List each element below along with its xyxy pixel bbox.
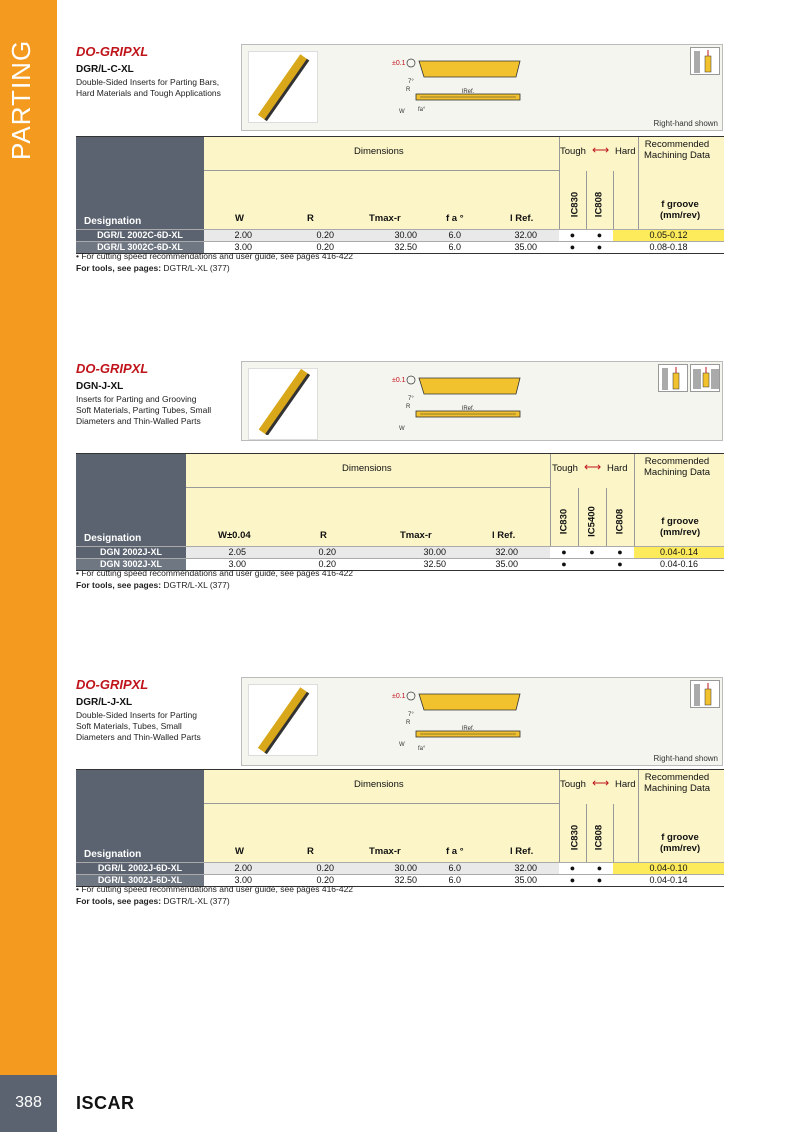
dimensions-table [76, 453, 724, 571]
svg-text:lRef.: lRef. [462, 89, 475, 95]
grade-ic830: IC830 [569, 191, 581, 218]
application-icon [690, 47, 720, 75]
footer-brand: ISCAR [76, 1093, 135, 1113]
right-hand-note: Right-hand shown [653, 119, 718, 128]
svg-text:W: W [399, 742, 405, 748]
side-tab-title: PARTING [6, 39, 36, 160]
svg-text:R: R [406, 87, 411, 93]
grade-ic830: IC830 [569, 824, 581, 851]
table-row: DGR/L 2002J-6D-XL 2.00 0.20 30.00 6.0 32.00 ● ● 0.04-0.10 [76, 862, 724, 874]
recommended-header: Recommended Machining Data [644, 772, 711, 794]
row-designation: DGR/L 3002C-6D-XL [76, 242, 204, 253]
table-row: DGN 2002J-XL 2.05 0.20 30.00 32.00 ● ● ● 0.04-0.14 [76, 546, 724, 558]
speed-note: • For cutting speed recommendations and user guide, see pages 416-422 [76, 568, 354, 578]
hard-label: Hard [615, 779, 636, 790]
tools-note: For tools, see pages: DGTR/L-XL (377) [76, 896, 230, 906]
col-w: W [235, 846, 244, 857]
col-tmax: Tmax-r [400, 530, 432, 541]
dimensions-table [76, 769, 724, 887]
svg-text:R: R [406, 404, 411, 410]
col-w: W [235, 213, 244, 224]
hard-label: Hard [607, 463, 628, 474]
insert-drawing [392, 680, 532, 752]
application-icon [658, 364, 688, 392]
svg-text:W: W [399, 426, 405, 432]
tools-note: For tools, see pages: DGTR/L-XL (377) [76, 263, 230, 273]
application-icon [690, 364, 720, 392]
product-description: Double-Sided Inserts for Parting Bars, Hard Materials and Tough Applications [76, 77, 221, 98]
svg-text:7°: 7° [408, 712, 414, 718]
do-grip-logo [76, 361, 158, 375]
col-r: R [307, 846, 314, 857]
tough-hard-arrow-icon: ⟷ [584, 460, 602, 474]
svg-text:DO-GRIPXL: DO-GRIPXL [76, 677, 149, 691]
recommended-header: Recommended Machining Data [644, 456, 711, 478]
svg-text:±0.1: ±0.1 [392, 693, 406, 700]
product-code: DGR/L-C-XL [76, 64, 134, 75]
illustration-frame [241, 44, 723, 131]
insert-photo [248, 51, 318, 123]
insert-photo [248, 368, 318, 440]
grade-ic808: IC808 [593, 824, 605, 851]
table-header [76, 454, 724, 546]
tough-hard-arrow-icon: ⟷ [592, 143, 610, 157]
row-designation: DGN 3002J-XL [76, 559, 186, 570]
dimensions-table [76, 136, 724, 254]
dimensions-header: Dimensions [354, 779, 404, 790]
col-tmax: Tmax-r [369, 213, 401, 224]
tough-label: Tough [560, 779, 586, 790]
grade-ic808: IC808 [593, 191, 605, 218]
row-designation: DGR/L 2002J-6D-XL [76, 863, 204, 874]
col-lref: l Ref. [492, 530, 516, 541]
table-row: DGR/L 3002C-6D-XL 3.00 0.20 32.50 6.0 35.00 ● ● 0.08-0.18 [76, 241, 724, 253]
col-fa: f a ° [446, 846, 464, 857]
table-row: DGR/L 3002J-6D-XL 3.00 0.20 32.50 6.0 35.00 ● ● 0.04-0.14 [76, 874, 724, 886]
svg-text:fa°: fa° [418, 107, 426, 113]
tough-label: Tough [560, 146, 586, 157]
grade-ic830: IC830 [558, 508, 570, 535]
row-designation: DGN 2002J-XL [76, 547, 186, 558]
application-icon [690, 680, 720, 708]
row-designation: DGR/L 2002C-6D-XL [76, 230, 204, 241]
do-grip-logo [76, 677, 158, 691]
svg-text:fa°: fa° [418, 746, 426, 752]
speed-note: • For cutting speed recommendations and user guide, see pages 416-422 [76, 251, 354, 261]
svg-text:R: R [406, 720, 411, 726]
col-r: R [307, 213, 314, 224]
recommended-header: Recommended Machining Data [644, 139, 711, 161]
svg-text:lRef.: lRef. [462, 406, 475, 412]
page-number: 388 [15, 1094, 42, 1111]
speed-note: • For cutting speed recommendations and user guide, see pages 416-422 [76, 884, 354, 894]
designation-header: Designation [84, 533, 142, 544]
tough-label: Tough [552, 463, 578, 474]
svg-text:±0.1: ±0.1 [392, 60, 406, 67]
f-groove-header: f groove (mm/rev) [660, 516, 701, 538]
f-groove-header: f groove (mm/rev) [660, 832, 701, 854]
designation-header: Designation [84, 849, 142, 860]
hard-label: Hard [615, 146, 636, 157]
tough-hard-arrow-icon: ⟷ [592, 776, 610, 790]
dimensions-header: Dimensions [342, 463, 392, 474]
table-row: DGR/L 2002C-6D-XL 2.00 0.20 30.00 6.0 32.00 ● ● 0.05-0.12 [76, 229, 724, 241]
table-header [76, 770, 724, 862]
col-fa: f a ° [446, 213, 464, 224]
table-row: DGN 3002J-XL 3.00 0.20 32.50 35.00 ● ● 0.04-0.16 [76, 558, 724, 570]
insert-drawing [392, 47, 532, 119]
col-w: W±0.04 [218, 530, 251, 541]
svg-text:W: W [399, 109, 405, 115]
product-code: DGN-J-XL [76, 381, 124, 392]
product-description: Double-Sided Inserts for Parting Soft Materials, Tubes, Small Diameters and Thin-Walled Parts [76, 710, 201, 742]
svg-text:7°: 7° [408, 79, 414, 85]
svg-text:DO-GRIPXL: DO-GRIPXL [76, 44, 149, 58]
table-header [76, 137, 724, 229]
svg-text:lRef.: lRef. [462, 726, 475, 732]
designation-header: Designation [84, 216, 142, 227]
right-hand-note: Right-hand shown [653, 754, 718, 763]
grade-ic808: IC808 [614, 508, 626, 535]
svg-text:7°: 7° [408, 396, 414, 402]
f-groove-header: f groove (mm/rev) [660, 199, 701, 221]
tools-note: For tools, see pages: DGTR/L-XL (377) [76, 580, 230, 590]
col-tmax: Tmax-r [369, 846, 401, 857]
illustration-frame [241, 361, 723, 441]
col-lref: l Ref. [510, 213, 534, 224]
illustration-frame [241, 677, 723, 766]
product-description: Inserts for Parting and Grooving Soft Materials, Parting Tubes, Small Diameters and Thin-Walled Parts [76, 394, 212, 426]
insert-photo [248, 684, 318, 756]
svg-text:DO-GRIPXL: DO-GRIPXL [76, 361, 149, 375]
insert-drawing [392, 364, 532, 436]
grade-ic5400: IC5400 [586, 506, 598, 537]
dimensions-header: Dimensions [354, 146, 404, 157]
side-tab [0, 0, 57, 1132]
do-grip-logo [76, 44, 158, 58]
col-r: R [320, 530, 327, 541]
col-lref: l Ref. [510, 846, 534, 857]
row-designation: DGR/L 3002J-6D-XL [76, 875, 204, 886]
svg-text:±0.1: ±0.1 [392, 377, 406, 384]
product-code: DGR/L-J-XL [76, 697, 133, 708]
